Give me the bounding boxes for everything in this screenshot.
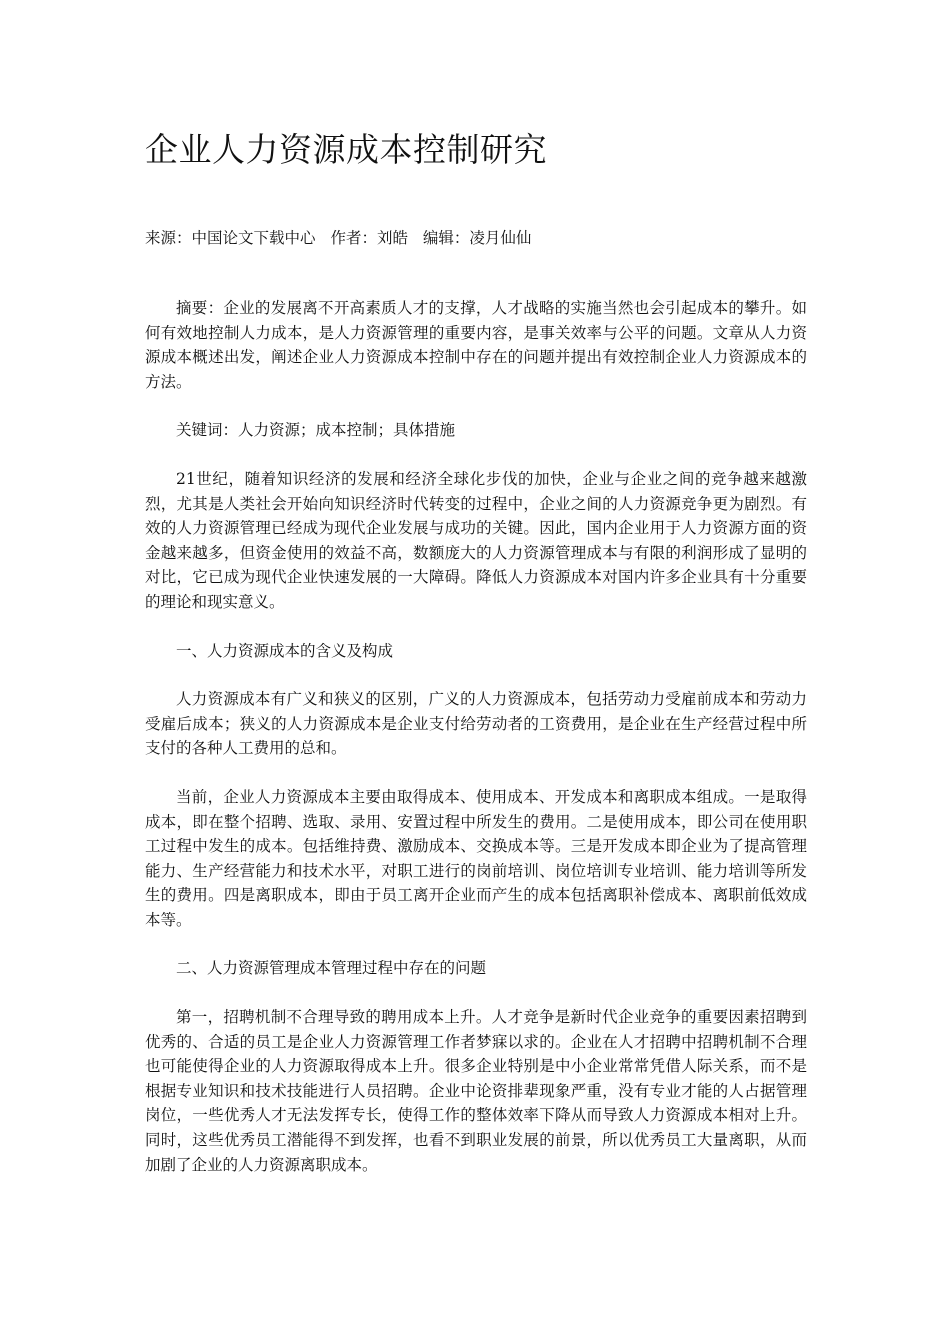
intro-paragraph: 21世纪，随着知识经济的发展和经济全球化步伐的加快，企业与企业之间的竞争越来越激烈，尤其是人类社会开始向知识经济时代转变的过程中，企业之间的人力资源竞争更为剧烈。有效的人力资源管理已经成为现代企业发展与成功的关键。因此，国内企业用于人力资源方面的资金越来越多，但资金使用的效益不高，数额庞大的人力资源管理成本与有限的利润形成了显明的对比，它已成为现代企业快速发展的一大障碍。降低人力资源成本对国内许多企业具有十分重要的理论和现实意义。 <box>145 469 807 611</box>
document-body <box>145 296 807 1201</box>
section-1-paragraph-1: 人力资源成本有广义和狭义的区别，广义的人力资源成本，包括劳动力受雇前成本和劳动力受雇后成本；狭义的人力资源成本是企业支付给劳动者的工资费用，是企业在生产经营过程中所支付的各种人工费用的总和。 <box>145 690 807 758</box>
meta-editor: 编辑：凌月仙仙 <box>422 229 532 247</box>
meta-author: 作者：刘皓 <box>330 229 408 247</box>
section-1-heading: 一、人力资源成本的含义及构成 <box>176 641 394 660</box>
section-2-heading: 二、人力资源管理成本管理过程中存在的问题 <box>176 959 487 978</box>
document-title: 企业人力资源成本控制研究 <box>145 130 547 169</box>
keywords-paragraph: 关键词：人力资源；成本控制；具体措施 <box>176 421 456 440</box>
section-1-paragraph-2: 当前，企业人力资源成本主要由取得成本、使用成本、开发成本和离职成本组成。一是取得成本，即在整个招聘、选取、录用、安置过程中所发生的费用。二是使用成本，即公司在使用职工过程中发生的成本。包括维持费、激励成本、交换成本等。三是开发成本即企业为了提高管理能力、生产经营能力和技术水平，对职工进行的岗前培训、岗位培训专业培训、能力培训等所发生的费用。四是离职成本，即由于员工离开企业而产生的成本包括离职补偿成本、离职前低效成本等。 <box>145 787 807 929</box>
document-meta <box>145 226 541 250</box>
abstract-paragraph: 摘要：企业的发展离不开高素质人才的支撑，人才战略的实施当然也会引起成本的攀升。如何有效地控制人力成本，是人力资源管理的重要内容，是事关效率与公平的问题。文章从人力资源成本概述出发，阐述企业人力资源成本控制中存在的问题并提出有效控制企业人力资源成本的方法。 <box>145 299 807 391</box>
meta-source: 来源：中国论文下载中心 <box>145 229 316 247</box>
section-2-paragraph-1: 第一，招聘机制不合理导致的聘用成本上升。人才竞争是新时代企业竞争的重要因素招聘到优秀的、合适的员工是企业人力资源管理工作者梦寐以求的。企业在人才招聘中招聘机制不合理也可能使得企业的人力资源取得成本上升。很多企业特别是中小企业常常凭借人际关系，而不是根据专业知识和技术技能进行人员招聘。企业中论资排辈现象严重，没有专业才能的人占据管理岗位，一些优秀人才无法发挥专长，使得工作的整体效率下降从而导致人力资源成本相对上升。同时，这些优秀员工潜能得不到发挥，也看不到职业发展的前景，所以优秀员工大量离职，从而加剧了企业的人力资源离职成本。 <box>145 1008 807 1174</box>
